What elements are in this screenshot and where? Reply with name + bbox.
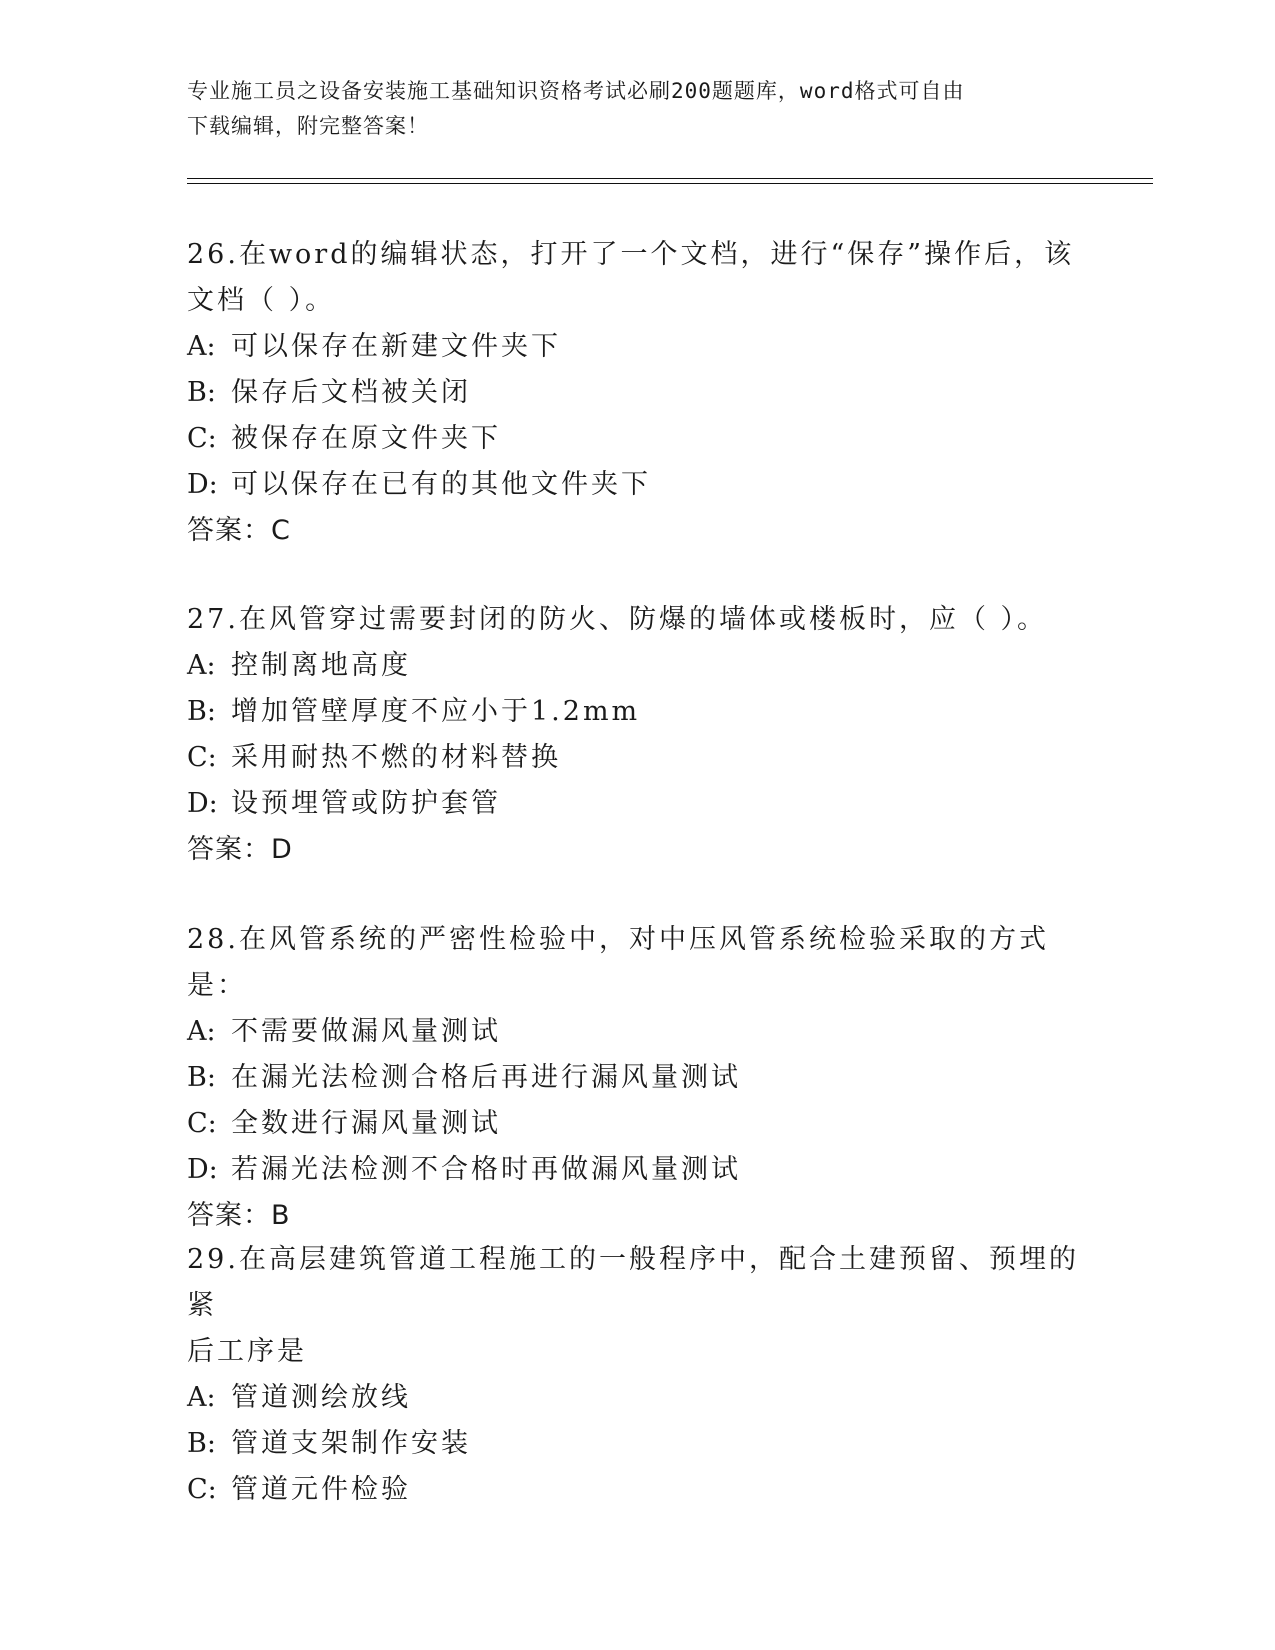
question-26: [187, 232, 1087, 554]
question-28: [187, 917, 1087, 1239]
option-c: [187, 735, 1087, 781]
option-text: 全数进行漏风量测试: [231, 1108, 501, 1139]
option-text: 保存后文档被关闭: [231, 377, 471, 408]
question-stem: 29.在高层建筑管道工程施工的一般程序中，配合土建预留、预埋的紧: [187, 1244, 1079, 1321]
option-text: 管道支架制作安装: [231, 1428, 471, 1459]
header-divider-bottom: [187, 183, 1153, 184]
option-text: 可以保存在新建文件夹下: [231, 331, 561, 362]
option-text: 采用耐热不燃的材料替换: [231, 742, 561, 773]
question-27: [187, 597, 1087, 873]
option-letter: D:: [187, 788, 218, 819]
option-text: 在漏光法检测合格后再进行漏风量测试: [231, 1062, 741, 1093]
option-letter: C:: [187, 742, 217, 773]
question-stem: 26.在word的编辑状态，打开了一个文档，进行“保存”操作后，该: [187, 239, 1075, 270]
header-title-line-2: 下载编辑，附完整答案！: [187, 114, 429, 138]
document-header: [187, 74, 1087, 144]
answer-line: 答案：C: [187, 515, 291, 546]
option-letter: A:: [187, 1016, 216, 1047]
option-d: [187, 1147, 1087, 1193]
question-29: [187, 1237, 1087, 1513]
option-text: 设预埋管或防护套管: [231, 788, 501, 819]
option-letter: A:: [187, 1382, 216, 1413]
option-d: [187, 781, 1087, 827]
option-a: [187, 643, 1087, 689]
option-letter: C:: [187, 1108, 217, 1139]
option-text: 被保存在原文件夹下: [231, 423, 501, 454]
question-stem-continued: 后工序是: [187, 1336, 307, 1367]
question-stem: 28.在风管系统的严密性检验中，对中压风管系统检验采取的方式是：: [187, 924, 1049, 1001]
option-c: [187, 1467, 1087, 1513]
option-letter: B:: [187, 377, 216, 408]
option-letter: B:: [187, 1062, 216, 1093]
option-letter: D:: [187, 1154, 218, 1185]
option-a: [187, 1009, 1087, 1055]
option-b: [187, 1055, 1087, 1101]
option-b: [187, 689, 1087, 735]
option-text: 若漏光法检测不合格时再做漏风量测试: [231, 1154, 741, 1185]
question-stem-continued: 文档（ ）。: [187, 285, 336, 316]
header-title-line-1: 专业施工员之设备安装施工基础知识资格考试必刷200题题库，word格式可自由: [187, 79, 965, 103]
header-divider-top: [187, 178, 1153, 179]
option-text: 可以保存在已有的其他文件夹下: [231, 469, 651, 500]
option-letter: A:: [187, 331, 216, 362]
option-b: [187, 1421, 1087, 1467]
option-letter: D:: [187, 469, 218, 500]
option-b: [187, 370, 1087, 416]
answer-line: 答案：B: [187, 1200, 291, 1231]
option-c: [187, 1101, 1087, 1147]
option-letter: B:: [187, 1428, 216, 1459]
option-text: 管道元件检验: [231, 1474, 411, 1505]
answer-line: 答案：D: [187, 834, 293, 865]
option-letter: B:: [187, 696, 216, 727]
option-text: 控制离地高度: [231, 650, 411, 681]
option-letter: A:: [187, 650, 216, 681]
option-letter: C:: [187, 423, 217, 454]
option-c: [187, 416, 1087, 462]
option-a: [187, 1375, 1087, 1421]
option-text: 增加管壁厚度不应小于1.2mm: [231, 696, 641, 727]
option-letter: C:: [187, 1474, 217, 1505]
option-text: 管道测绘放线: [231, 1382, 411, 1413]
option-d: [187, 462, 1087, 508]
option-text: 不需要做漏风量测试: [231, 1016, 501, 1047]
option-a: [187, 324, 1087, 370]
question-stem: 27.在风管穿过需要封闭的防火、防爆的墙体或楼板时，应（ ）。: [187, 604, 1048, 635]
